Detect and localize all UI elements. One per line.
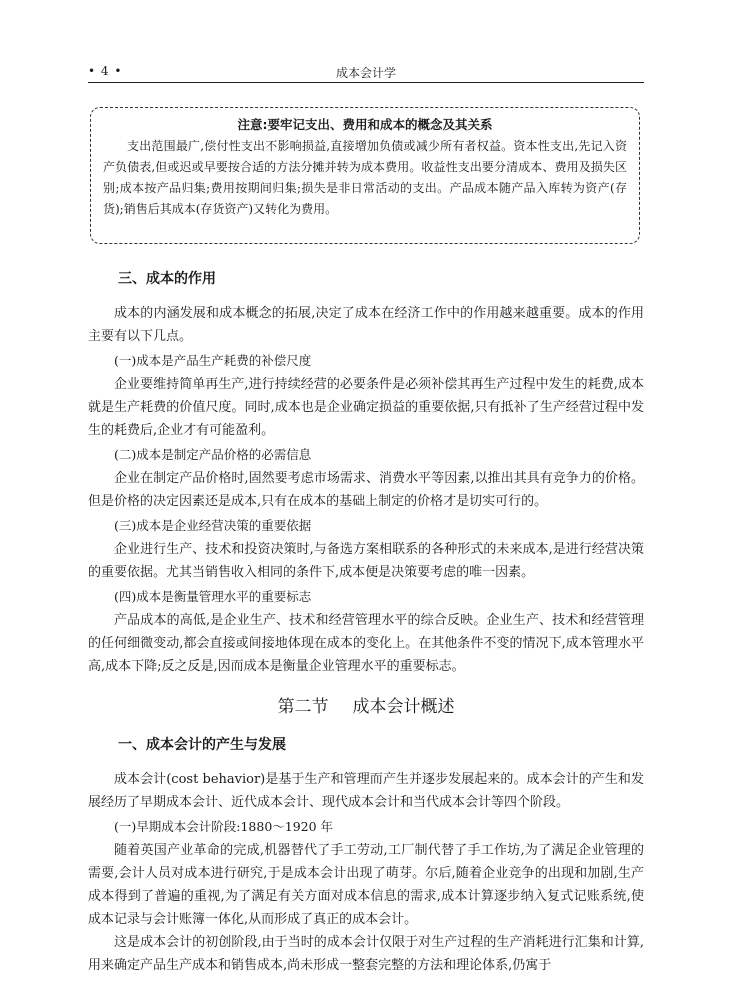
page-number: • 4 • — [88, 64, 123, 78]
main-content — [88, 258, 644, 977]
section-title — [88, 694, 644, 720]
paragraph-pricing-information: 企业在制定产品价格时,固然要考虑市场需求、消费水平等因素,以推出其具有竞争力的价格。但是价格的决定因素还是成本,只有在成本的基础上制定的价格才是切实可行的。 — [88, 471, 644, 509]
section-number: 第二节 — [277, 697, 329, 717]
paragraph-early-stage-1: 随着英国产业革命的完成,机器替代了手工劳动,工厂制代替了手工作坊,为了满足企业管理的需要,会计人员对成本进行研究,于是成本会计出现了萌芽。尔后,随着企业竞争的出现和加剧,生产成本得到了普遍的重视,为了满足有关方面对成本信息的需求,成本计算逐步纳入复式记账系统,使成本记录与会计账簿一体化,从而形成了真正的成本会计。 — [88, 843, 644, 927]
heading-origin-development: 一、成本会计的产生与发展 — [118, 737, 286, 753]
note-body: 支出范围最广,偿付性支出不影响损益,直接增加负债或减少所有者权益。资本性支出,先记入资产负债表,但或迟或早要按合适的方法分摊并转为成本费用。收益性支出要分清成本、费用及损失区别;成本按产品归集;费用按期间归集;损失是非日常活动的支出。产品成本随产品入库转为资产(存货);销售后其成本(存货资产)又转化为费用。 — [103, 139, 627, 216]
running-header — [88, 62, 644, 83]
paragraph-origin-intro: 成本会计(cost behavior)是基于生产和管理而产生并逐步发展起来的。成本会计的产生和发展经历了早期成本会计、近代成本会计、现代成本会计和当代成本会计等四个阶段。 — [88, 772, 644, 810]
running-title: 成本会计学 — [335, 66, 396, 80]
section-name: 成本会计概述 — [352, 697, 455, 717]
subheading-pricing-information: (二)成本是制定产品价格的必需信息 — [114, 447, 312, 462]
heading-role-of-cost: 三、成本的作用 — [118, 271, 216, 287]
note-box — [90, 107, 640, 244]
paragraph-early-stage-2: 这是成本会计的初创阶段,由于当时的成本会计仅限于对生产过程的生产消耗进行汇集和计算,用来确定产品生产成本和销售成本,尚未形成一整套完整的方法和理论体系,仍寓于 — [88, 935, 644, 973]
subheading-decision-basis: (三)成本是企业经营决策的重要依据 — [114, 518, 312, 533]
paragraph-decision-basis: 企业进行生产、技术和投资决策时,与备选方案相联系的各种形式的未来成本,是进行经营决策的重要依据。尤其当销售收入相同的条件下,成本便是决策要考虑的唯一因素。 — [88, 542, 644, 580]
note-title: 注意:要牢记支出、费用和成本的概念及其关系 — [237, 117, 493, 132]
subheading-compensation-measure: (一)成本是产品生产耗费的补偿尺度 — [114, 353, 312, 368]
paragraph-role-intro: 成本的内涵发展和成本概念的拓展,决定了成本在经济工作中的作用越来越重要。成本的作用主要有以下几点。 — [88, 306, 644, 344]
paragraph-compensation-measure: 企业要维持简单再生产,进行持续经营的必要条件是必须补偿其再生产过程中发生的耗费,成本就是生产耗费的价值尺度。同时,成本也是企业确定损益的重要依据,只有抵补了生产经营过程中发生的耗费后,企业才有可能盈利。 — [88, 377, 644, 438]
subheading-management-indicator: (四)成本是衡量管理水平的重要标志 — [114, 589, 312, 604]
subheading-early-stage: (一)早期成本会计阶段:1880～1920 年 — [114, 819, 334, 834]
paragraph-management-indicator: 产品成本的高低,是企业生产、技术和经营管理水平的综合反映。企业生产、技术和经营管理的任何细微变动,都会直接或间接地体现在成本的变化上。在其他条件不变的情况下,成本管理水平高,成本下降;反之反是,因而成本是衡量企业管理水平的重要标志。 — [88, 613, 644, 674]
